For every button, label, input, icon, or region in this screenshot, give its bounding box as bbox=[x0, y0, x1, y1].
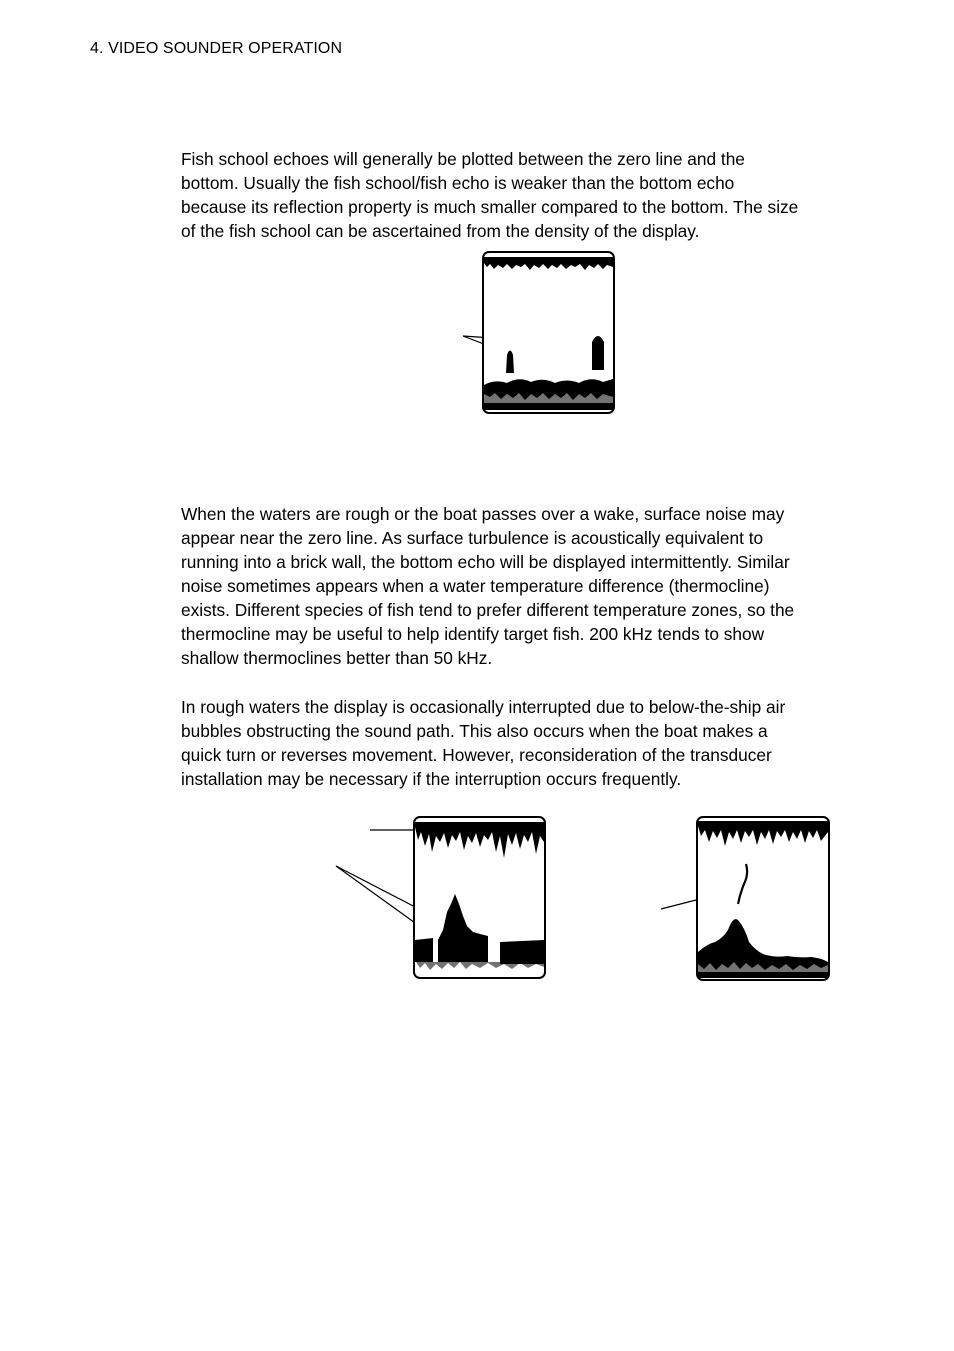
zero-line bbox=[484, 257, 613, 263]
thermocline-screen bbox=[655, 812, 839, 986]
text-line: exists. Different species of fish tend to prefer different temperature zones, so the bbox=[181, 600, 795, 620]
figure-thermocline bbox=[655, 812, 839, 986]
paragraph-fish-school bbox=[181, 147, 843, 243]
text-line: bottom. Usually the fish school/fish echo is weaker than the bottom echo bbox=[181, 173, 735, 193]
text-line: When the waters are rough or the boat passes over a wake, surface noise may bbox=[181, 504, 785, 524]
text-line: because its reflection property is much smaller compared to the bottom. The size bbox=[181, 197, 799, 217]
surface-noise-screen bbox=[330, 812, 552, 984]
text-line: installation may be necessary if the interruption occurs frequently. bbox=[181, 769, 682, 789]
figure-surface-noise bbox=[330, 812, 552, 984]
text-line: running into a brick wall, the bottom echo will be displayed intermittently. Similar bbox=[181, 552, 790, 572]
zero-line bbox=[698, 821, 828, 826]
text-line: appear near the zero line. As surface turbulence is acoustically equivalent to bbox=[181, 528, 764, 548]
bottom-echo bbox=[484, 379, 613, 410]
zero-line bbox=[415, 822, 544, 827]
text-line: Fish school echoes will generally be plotted between the zero line and the bbox=[181, 149, 745, 169]
text-line: bubbles obstructing the sound path. This also occurs when the boat makes a bbox=[181, 721, 768, 741]
text-line: of the fish school can be ascertained from the density of the display. bbox=[181, 221, 700, 241]
bottom-echo-segment bbox=[500, 940, 544, 964]
text-line: noise sometimes appears when a water temperature difference (thermocline) bbox=[181, 576, 770, 596]
paragraph-surface-noise bbox=[181, 502, 843, 670]
bottom-echo-segment bbox=[415, 938, 433, 962]
text-line: thermocline may be useful to help identify target fish. 200 kHz tends to show bbox=[181, 624, 765, 644]
text-line: shallow thermoclines better than 50 kHz. bbox=[181, 648, 493, 668]
figure-fish-school-echo bbox=[455, 248, 625, 420]
text-line: quick turn or reverses movement. However, reconsideration of the transducer bbox=[181, 745, 772, 765]
text-line: In rough waters the display is occasionally interrupted due to below-the-ship air bbox=[181, 697, 786, 717]
paragraph-air-bubbles bbox=[181, 695, 843, 791]
fish-school-echo-screen bbox=[455, 248, 625, 420]
running-header: 4. VIDEO SOUNDER OPERATION bbox=[90, 40, 343, 57]
fish-echo bbox=[592, 336, 604, 370]
